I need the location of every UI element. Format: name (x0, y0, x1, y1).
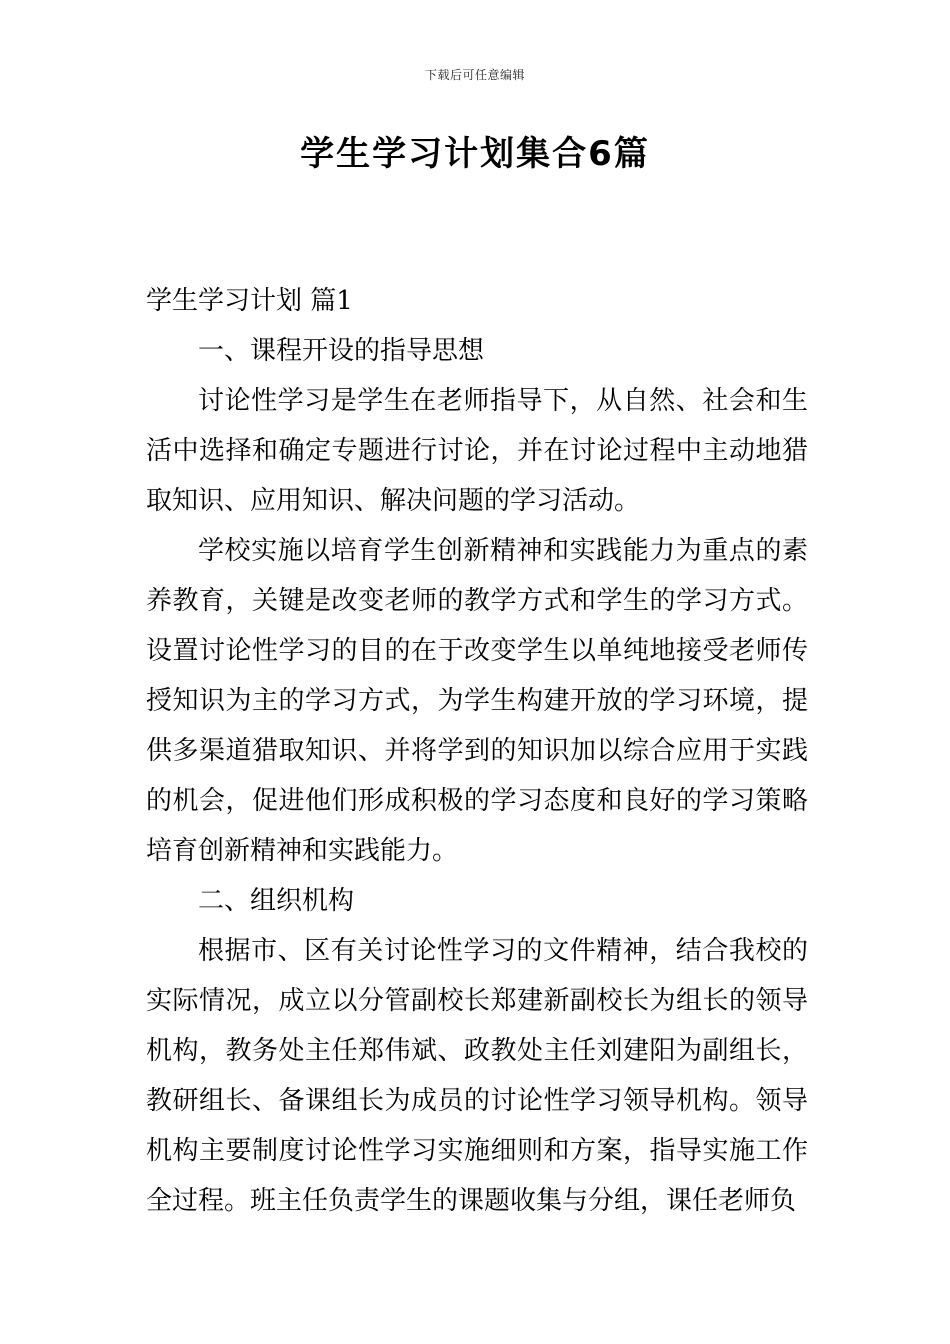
paragraph-purpose: 学校实施以培育学生创新精神和实践能力为重点的素养教育，关键是改变老师的教学方式和学生的学习方式。设置讨论性学习的目的在于改变学生以单纯地接受老师传授知识为主的学习方式，为学生构建开放的学习环境，提供多渠道猎取知识、并将学到的知识加以综合应用于实践的机会，促进他们形成积极的学习态度和良好的学习策略培育创新精神和实践能力。 (146, 536, 808, 866)
heading-organization: 二、组织机构 (198, 886, 355, 916)
heading-guiding-idea: 一、课程开设的指导思想 (198, 336, 485, 366)
header-note: 下载后可任意编辑 (424, 68, 525, 82)
paragraph-definition: 讨论性学习是学生在老师指导下，从自然、社会和生活中选择和确定专题进行讨论，并在讨论过程中主动地猎取知识、应用知识、解决问题的学习活动。 (146, 386, 808, 516)
document-body (146, 276, 808, 1226)
paragraph-organization: 根据市、区有关讨论性学习的文件精神，结合我校的实际情况，成立以分管副校长郑建新副校长为组长的领导机构，教务处主任郑伟斌、政教处主任刘建阳为副组长，教研组长、备课组长为成员的讨论性学习领导机构。领导机构主要制度讨论性学习实施细则和方案，指导实施工作全过程。班主任负责学生的课题收集与分组，课任老师负 (146, 936, 808, 1216)
page-title: 学生学习计划集合6篇 (300, 134, 650, 174)
section-label: 学生学习计划 篇1 (146, 286, 353, 316)
